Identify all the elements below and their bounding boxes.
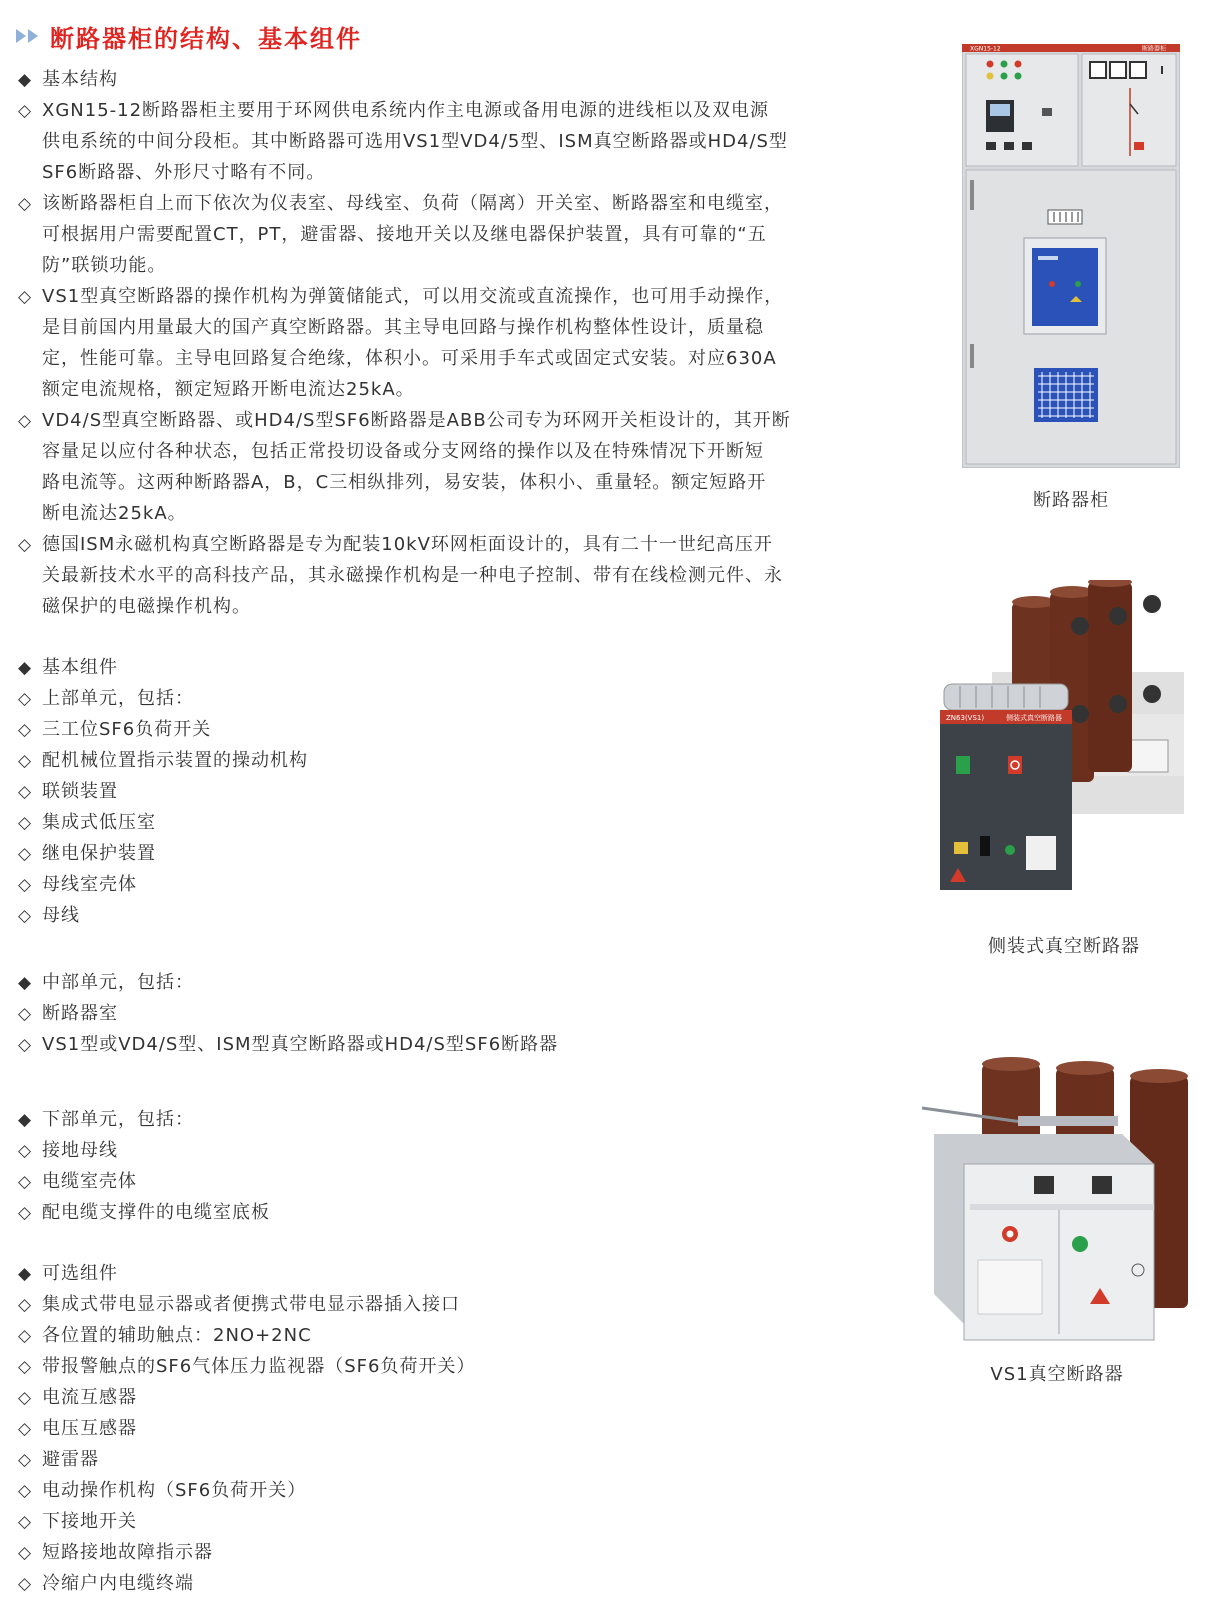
- structure-paragraph: ◇ VS1型真空断路器的操作机构为弹簧储能式，可以用交流或直流操作，也可用手动操作， 是目前国内用量最大的国产真空断路器。其主导电回路与操作机构整体性设计，质量稳 定，性能可靠。主导电回路复合绝缘，体积小。可采用手车式或固定式安装。对应630A 额定电流规格，额定短路开断电流达25kA。: [18, 281, 868, 405]
- section-header: [16, 18, 362, 54]
- list-item: ◇ 集成式带电显示器或者便携式带电显示器插入接口: [18, 1289, 868, 1320]
- hollow-diamond-icon: ◇: [18, 1481, 33, 1501]
- hollow-diamond-icon: ◇: [18, 411, 33, 431]
- list-item: ◇ VS1型或VD4/S型、ISM型真空断路器或HD4/S型SF6断路器: [18, 1029, 868, 1060]
- solid-diamond-icon: ◆: [18, 1264, 33, 1284]
- solid-diamond-icon: ◆: [18, 973, 33, 993]
- hollow-diamond-icon: ◇: [18, 1574, 33, 1594]
- figure-caption: 断路器柜: [1033, 490, 1109, 511]
- list-item: ◇ 继电保护装置: [18, 838, 868, 869]
- hollow-diamond-icon: ◇: [18, 1450, 33, 1470]
- hollow-diamond-icon: ◇: [18, 813, 33, 833]
- cabinet-label-right: 断路器柜: [1142, 45, 1167, 53]
- plate-title-text: 侧装式真空断路器: [1006, 714, 1062, 722]
- hollow-diamond-icon: ◇: [18, 1035, 33, 1055]
- list-item: ◇ 集成式低压室: [18, 807, 868, 838]
- list-item: ◇ 电缆室壳体: [18, 1166, 868, 1197]
- list-item: ◇ 接地母线: [18, 1135, 868, 1166]
- hollow-diamond-icon: ◇: [18, 906, 33, 926]
- structure-paragraph: ◇ 该断路器柜自上而下依次为仪表室、母线室、负荷（隔离）开关室、断路器室和电缆室， 可根据用户需要配置CT，PT，避雷器、接地开关以及继电器保护装置，具有可靠的“五 防”联锁功能。: [18, 188, 868, 281]
- list-item: ◇ 各位置的辅助触点：2NO+2NC: [18, 1320, 868, 1351]
- page-title: 断路器柜的结构、基本组件: [50, 24, 362, 53]
- hollow-diamond-icon: ◇: [18, 1512, 33, 1532]
- hollow-diamond-icon: ◇: [18, 689, 33, 709]
- list-item: ◇ 断路器室: [18, 998, 868, 1029]
- hollow-diamond-icon: ◇: [18, 1203, 33, 1223]
- solid-diamond-icon: ◆: [18, 70, 33, 90]
- hollow-diamond-icon: ◇: [18, 287, 33, 307]
- vs1-breaker-image: [922, 1054, 1192, 1346]
- hollow-diamond-icon: ◇: [18, 1419, 33, 1439]
- hollow-diamond-icon: ◇: [18, 1543, 33, 1563]
- list-item: ◇ 上部单元，包括：: [18, 683, 868, 714]
- hollow-diamond-icon: ◇: [18, 751, 33, 771]
- main-content: [18, 64, 868, 1599]
- list-item: ◇ 带报警触点的SF6气体压力监视器（SF6负荷开关）: [18, 1351, 868, 1382]
- hollow-diamond-icon: ◇: [18, 535, 33, 555]
- structure-paragraph: ◇ XGN15-12断路器柜主要用于环网供电系统内作主电源或备用电源的进线柜以及双电源 供电系统的中间分段柜。其中断路器可选用VS1型VD4/5型、ISM真空断路器或HD4/S型 SF6断路器、外形尺寸略有不同。: [18, 95, 868, 188]
- structure-paragraph: ◇ 德国ISM永磁机构真空断路器是专为配装10kV环网柜面设计的，具有二十一世纪高压开 关最新技术水平的高科技产品，其永磁操作机构是一种电子控制、带有在线检测元件、永 磁保护的电磁操作机构。: [18, 529, 868, 622]
- hollow-diamond-icon: ◇: [18, 1295, 33, 1315]
- solid-diamond-icon: ◆: [18, 1110, 33, 1130]
- hollow-diamond-icon: ◇: [18, 720, 33, 740]
- lower-unit-heading: ◆ 下部单元，包括：: [18, 1104, 868, 1135]
- hollow-diamond-icon: ◇: [18, 875, 33, 895]
- cabinet-label-left: XGN15-12: [970, 45, 1001, 53]
- hollow-diamond-icon: ◇: [18, 844, 33, 864]
- list-item: ◇ 短路接地故障指示器: [18, 1537, 868, 1568]
- plate-model-text: ZN63(VS1): [946, 714, 985, 722]
- optional-heading: ◆ 可选组件: [18, 1258, 868, 1289]
- middle-unit-heading: ◆ 中部单元，包括：: [18, 967, 868, 998]
- list-item: ◇ 冷缩户内电缆终端: [18, 1568, 868, 1599]
- hollow-diamond-icon: ◇: [18, 1141, 33, 1161]
- hollow-diamond-icon: ◇: [18, 194, 33, 214]
- hollow-diamond-icon: ◇: [18, 1388, 33, 1408]
- list-item: ◇ 电流互感器: [18, 1382, 868, 1413]
- structure-heading: ◆ 基本结构: [18, 64, 868, 95]
- double-arrow-icon: [16, 29, 38, 43]
- list-item: ◇ 避雷器: [18, 1444, 868, 1475]
- list-item: ◇ 配机械位置指示装置的操动机构: [18, 745, 868, 776]
- solid-diamond-icon: ◆: [18, 658, 33, 678]
- components-heading: ◆ 基本组件: [18, 652, 868, 683]
- hollow-diamond-icon: ◇: [18, 101, 33, 121]
- hollow-diamond-icon: ◇: [18, 1326, 33, 1346]
- hollow-diamond-icon: ◇: [18, 1004, 33, 1024]
- switchgear-cabinet-image: [962, 44, 1180, 468]
- figure-caption: 侧装式真空断路器: [988, 936, 1140, 957]
- list-item: ◇ 联锁装置: [18, 776, 868, 807]
- hollow-diamond-icon: ◇: [18, 1172, 33, 1192]
- list-item: ◇ 配电缆支撑件的电缆室底板: [18, 1197, 868, 1228]
- figure-caption: VS1真空断路器: [990, 1364, 1124, 1385]
- list-item: ◇ 电动操作机构（SF6负荷开关）: [18, 1475, 868, 1506]
- list-item: ◇ 母线: [18, 900, 868, 931]
- list-item: ◇ 母线室壳体: [18, 869, 868, 900]
- structure-paragraph: ◇ VD4/S型真空断路器、或HD4/S型SF6断路器是ABB公司专为环网开关柜设计的，其开断 容量足以应付各种状态，包括正常投切设备或分支网络的操作以及在特殊情况下开断短 路电流等。这两种断路器A，B，C三相纵排列，易安装，体积小、重量轻。额定短路开 断电流达25kA。: [18, 405, 868, 529]
- hollow-diamond-icon: ◇: [18, 782, 33, 802]
- list-item: ◇ 三工位SF6负荷开关: [18, 714, 868, 745]
- hollow-diamond-icon: ◇: [18, 1357, 33, 1377]
- list-item: ◇ 下接地开关: [18, 1506, 868, 1537]
- side-mounted-breaker-image: [940, 580, 1188, 892]
- list-item: ◇ 电压互感器: [18, 1413, 868, 1444]
